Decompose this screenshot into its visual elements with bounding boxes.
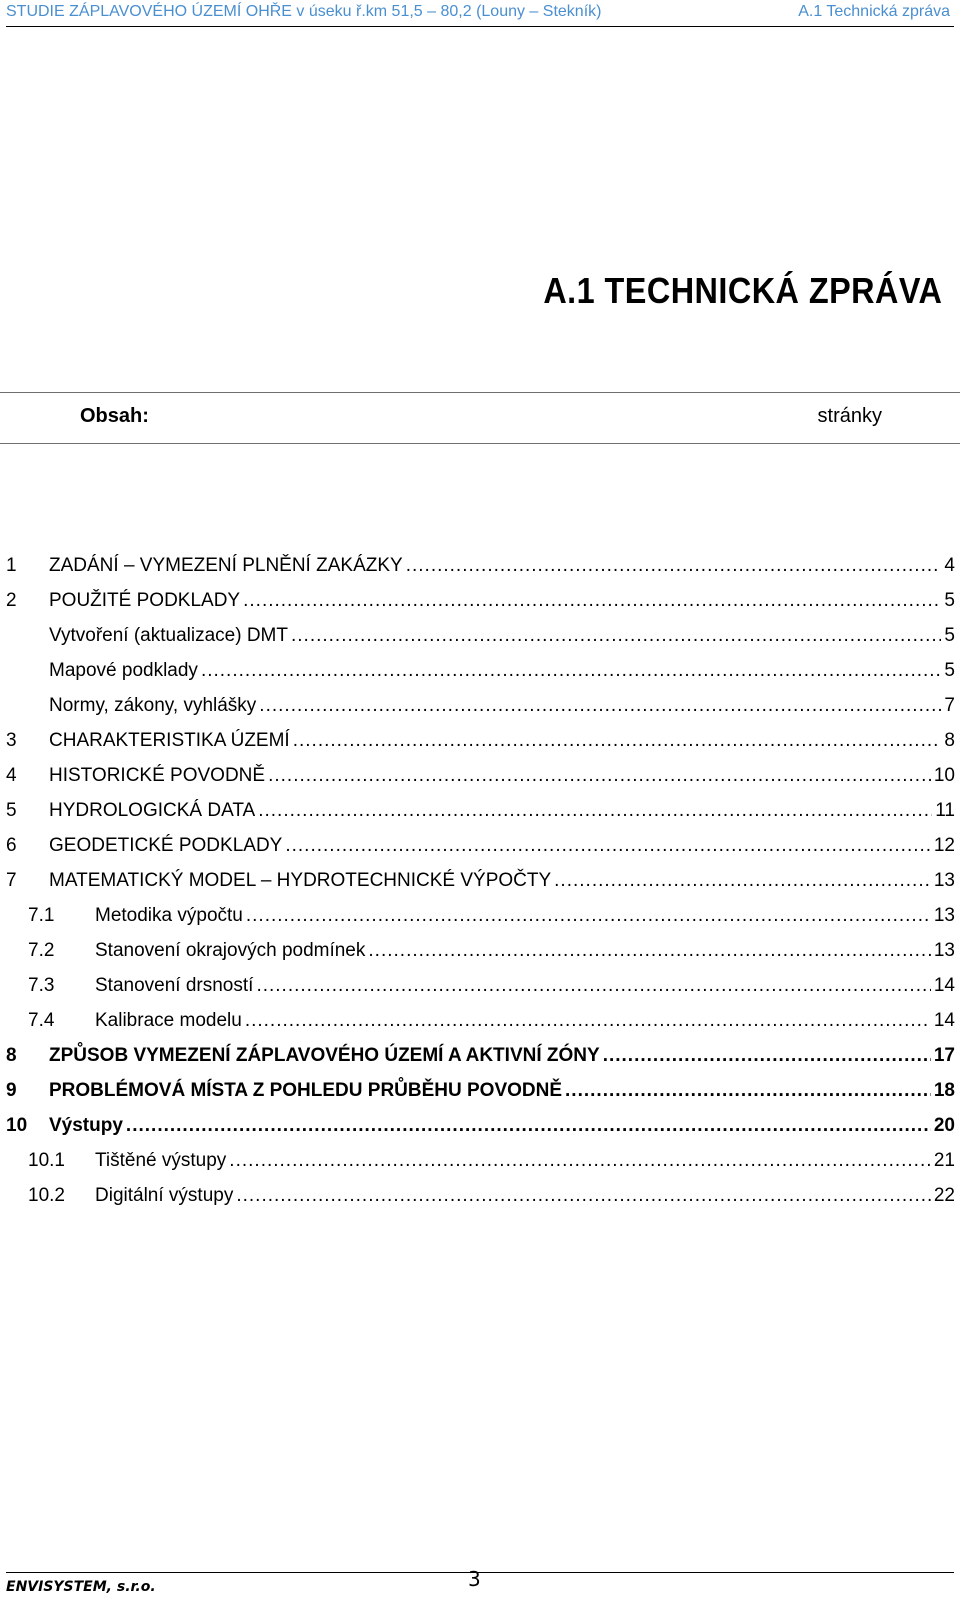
toc-entry-title: ZADÁNÍ – VYMEZENÍ PLNĚNÍ ZAKÁZKY [49,554,403,576]
toc-entry-number: 6 [6,834,17,856]
toc-entry-title: Mapové podklady [49,659,198,681]
toc-entry[interactable] [6,758,955,793]
toc-entry-page: 13 [933,869,955,891]
toc-entry-title: Stanovení okrajových podmínek [95,939,366,961]
toc-entry-page: 18 [933,1079,955,1101]
toc-entry-title: POUŽITÉ PODKLADY [49,589,241,611]
toc-entry[interactable] [6,898,955,933]
toc-leader-dots [229,1150,931,1172]
toc-leader-dots [259,695,941,717]
toc-entry-number: 5 [6,799,17,821]
toc-entry-number: 8 [6,1044,17,1066]
toc-entry[interactable] [6,618,955,653]
toc-leader-dots [285,835,931,857]
toc-entry[interactable] [6,688,955,723]
toc-entry-page: 17 [933,1044,955,1066]
footer-company-name: ENVISYSTEM, s.r.o. [6,1579,156,1595]
toc-entry-title: Normy, zákony, vyhlášky [49,694,257,716]
toc-entry-title: GEODETICKÉ PODKLADY [49,834,283,856]
toc-entry[interactable] [6,1038,955,1073]
toc-entry-title: Metodika výpočtu [95,904,243,926]
toc-leader-dots [565,1080,931,1102]
toc-leader-dots [201,660,941,682]
toc-entry-page: 14 [933,974,955,996]
toc-entry-title: HISTORICKÉ POVODNĚ [49,764,266,786]
contents-label: Obsah: [80,405,149,427]
toc-entry[interactable] [6,793,955,828]
page-header [6,0,954,27]
toc-entry-title: CHARAKTERISTIKA ÚZEMÍ [49,729,290,751]
toc-entry-title: Vytvoření (aktualizace) DMT [49,624,288,646]
toc-entry[interactable] [6,548,955,583]
toc-leader-dots [236,1185,931,1207]
toc-entry-title: Digitální výstupy [95,1184,234,1206]
contents-header-bar [0,392,960,444]
toc-entry[interactable] [6,968,955,1003]
toc-entry[interactable] [6,1178,955,1213]
toc-entry-number: 9 [6,1079,17,1101]
toc-entry-number: 10.1 [28,1149,65,1171]
toc-leader-dots [406,555,942,577]
toc-entry[interactable] [6,583,955,618]
page-footer [6,1567,954,1597]
toc-entry-title: HYDROLOGICKÁ DATA [49,799,256,821]
toc-entry-title: MATEMATICKÝ MODEL – HYDROTECHNICKÉ VÝPOČTY [49,869,552,891]
header-section-title: A.1 Technická zpráva [798,3,950,20]
toc-entry-number: 10 [6,1114,28,1136]
toc-entry[interactable] [6,1003,955,1038]
toc-entry[interactable] [6,828,955,863]
toc-entry-title: Výstupy [49,1114,123,1136]
toc-entry-number: 3 [6,729,17,751]
document-title: A.1 TECHNICKÁ ZPRÁVA [542,270,942,311]
toc-entry-title: ZPŮSOB VYMEZENÍ ZÁPLAVOVÉHO ÚZEMÍ A AKTIVNÍ ZÓNY [49,1044,600,1066]
toc-entry[interactable] [6,723,955,758]
toc-entry-number: 7.3 [28,974,55,996]
table-of-contents [6,548,955,1213]
toc-entry-page: 12 [933,834,955,856]
toc-entry-page: 13 [933,904,955,926]
toc-entry-title: Kalibrace modelu [95,1009,242,1031]
toc-entry[interactable] [6,1143,955,1178]
toc-entry-title: PROBLÉMOVÁ MÍSTA Z POHLEDU PRŮBĚHU POVODNĚ [49,1079,563,1101]
toc-entry-title: Tištěné výstupy [95,1149,227,1171]
toc-entry-page: 8 [944,729,955,751]
toc-entry-page: 20 [933,1114,955,1136]
toc-leader-dots [256,975,930,997]
pages-column-label: stránky [817,405,882,427]
toc-entry-number: 10.2 [28,1184,65,1206]
toc-leader-dots [291,625,941,647]
toc-entry-page: 10 [933,764,955,786]
toc-leader-dots [258,800,932,822]
toc-leader-dots [245,1010,931,1032]
footer-page-number: 3 [468,1567,481,1591]
toc-leader-dots [246,905,931,927]
toc-leader-dots [603,1045,931,1067]
toc-entry-page: 11 [935,799,955,821]
toc-entry-number: 7.2 [28,939,55,961]
toc-entry-page: 14 [933,1009,955,1031]
header-study-title: STUDIE ZÁPLAVOVÉHO ÚZEMÍ OHŘE v úseku ř.km 51,5 – 80,2 (Louny – Stekník) [6,3,602,20]
toc-leader-dots [243,590,941,612]
toc-leader-dots [126,1115,931,1137]
toc-entry-number: 7 [6,869,17,891]
toc-entry-page: 22 [933,1184,955,1206]
toc-leader-dots [554,870,931,892]
toc-leader-dots [368,940,930,962]
toc-leader-dots [293,730,942,752]
toc-entry-page: 5 [944,659,955,681]
toc-entry-title: Stanovení drsností [95,974,254,996]
toc-entry-page: 5 [944,589,955,611]
toc-entry[interactable] [6,933,955,968]
toc-entry-number: 7.1 [28,904,55,926]
toc-entry-page: 5 [944,624,955,646]
toc-entry-number: 4 [6,764,17,786]
toc-entry-page: 21 [933,1149,955,1171]
toc-leader-dots [268,765,931,787]
toc-entry-number: 7.4 [28,1009,55,1031]
toc-entry[interactable] [6,1073,955,1108]
toc-entry[interactable] [6,653,955,688]
toc-entry-number: 2 [6,589,17,611]
toc-entry[interactable] [6,863,955,898]
toc-entry-page: 7 [944,694,955,716]
toc-entry-page: 13 [933,939,955,961]
toc-entry-page: 4 [944,554,955,576]
toc-entry[interactable] [6,1108,955,1143]
toc-entry-number: 1 [6,554,17,576]
